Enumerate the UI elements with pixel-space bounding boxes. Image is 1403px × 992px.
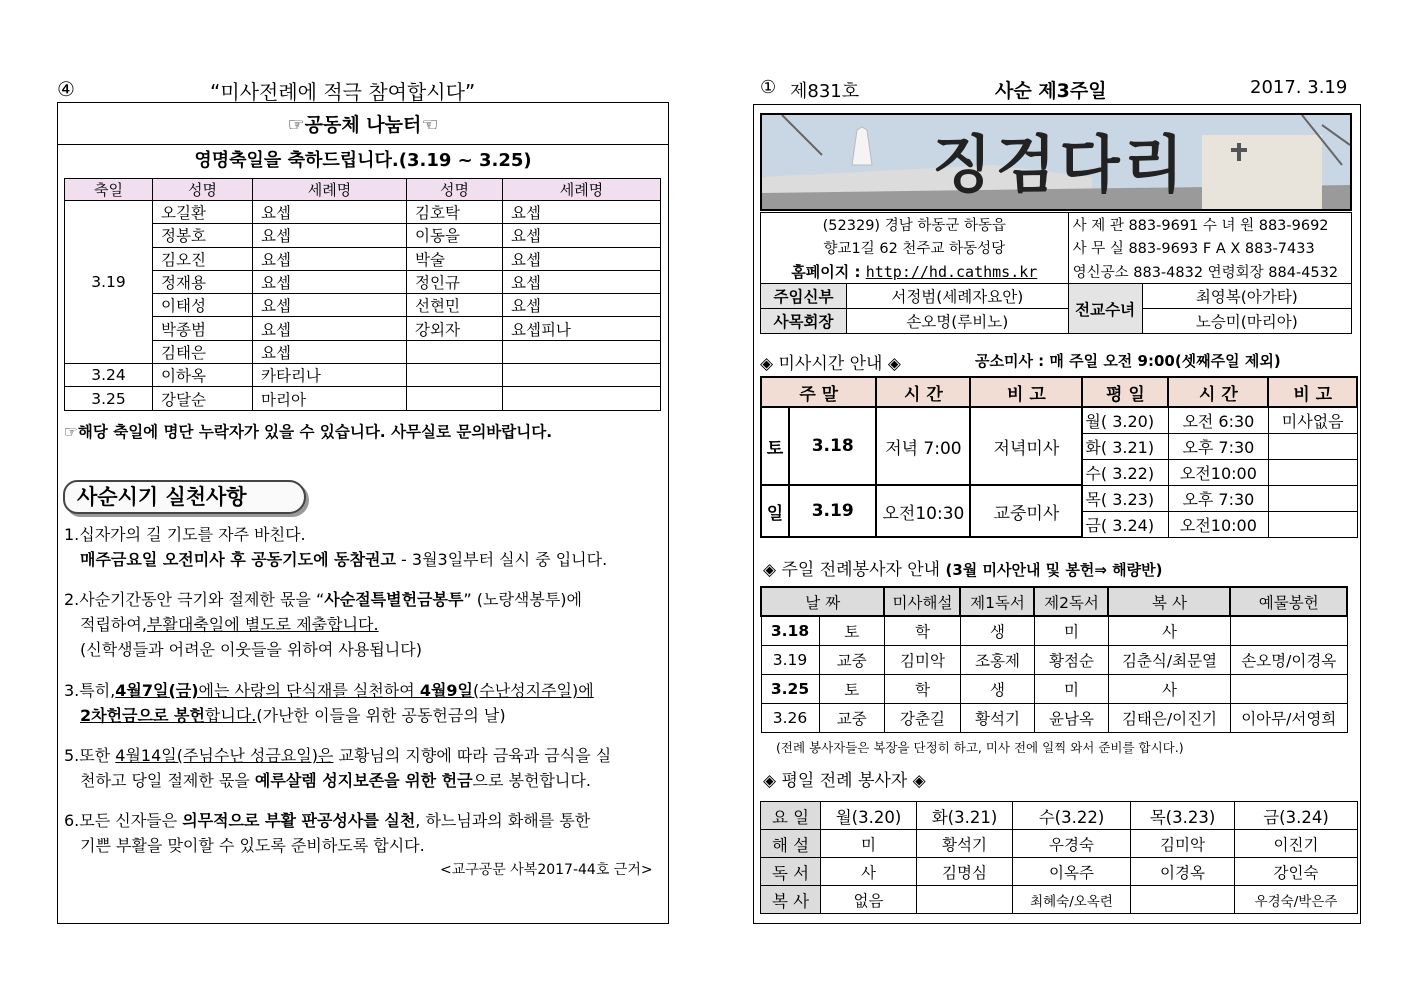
col-header: 복 사	[1108, 587, 1230, 616]
server-cell: 이아무/서영희	[1230, 703, 1347, 732]
baptism-cell: 요셉	[503, 224, 661, 247]
item-5-line-1	[64, 743, 611, 768]
feast-date: 3.25	[65, 387, 153, 410]
church-tower	[1202, 135, 1322, 209]
name-cell: 오길환	[153, 201, 253, 224]
col-header: 성명	[407, 179, 503, 201]
empty-cell	[407, 387, 503, 410]
name-cell: 이태성	[153, 294, 253, 317]
item-text: 교황님의 지향에 따라 금육과 금식을 실	[333, 746, 612, 765]
name-cell: 강달순	[153, 387, 253, 410]
table-row	[761, 674, 1347, 703]
mass-schedule-table	[760, 376, 1358, 538]
server-cell: 김미악	[884, 645, 960, 674]
col-header: 시 간	[1168, 377, 1268, 407]
table-row	[65, 364, 661, 387]
weekday-server: 미	[821, 830, 917, 858]
weekday-server: 이경옥	[1131, 858, 1235, 886]
server-cell: 학	[884, 674, 960, 703]
item-text-underlined: 부활대축일에 별도로 제출합니다.	[146, 615, 379, 634]
name-cell: 선현민	[407, 294, 503, 317]
weekday-note	[1268, 433, 1357, 459]
item-text: 천하고 당일 절제한 몫을	[80, 771, 255, 790]
item-text: 으로 봉헌합니다.	[472, 771, 591, 790]
server-heading-text: ◈ 주일 전례봉사자 안내	[763, 560, 941, 580]
server-type: 교중	[819, 703, 884, 732]
table-header-row	[761, 587, 1347, 616]
feast-date: 3.19	[65, 201, 153, 364]
feast-note: ☞해당 축일에 명단 누락자가 있을 수 있습니다. 사무실로 문의바랍니다.	[64, 423, 553, 441]
sunday-title: 사순 제3주일	[995, 80, 1107, 102]
server-note: (전례 봉사자들은 복장을 단정히 하고, 미사 전에 일찍 와서 준비를 합시다.)	[776, 740, 1184, 755]
server-cell: 강춘길	[884, 703, 960, 732]
server-date: 3.18	[761, 616, 819, 645]
council-label: 사목회장	[761, 309, 847, 334]
col-header: 미사해설	[884, 587, 960, 616]
server-cell: 미	[1034, 674, 1108, 703]
issue-number: 제831호	[790, 81, 860, 102]
baptism-cell: 카타리나	[253, 364, 407, 387]
weekday-time: 오후 7:30	[1168, 485, 1268, 511]
item-2-line-2	[80, 612, 379, 637]
col-header: 성명	[153, 179, 253, 201]
baptism-cell	[503, 340, 661, 363]
item-text-bold: 의무적으로 부활 판공성사를 실천	[182, 811, 416, 830]
empty-cell	[407, 364, 503, 387]
server-cell	[1230, 616, 1347, 645]
item-6-line-2: 기쁜 부활을 맞이할 수 있도록 준비하도록 합시다.	[80, 836, 425, 855]
name-cell: 김태은	[153, 340, 253, 363]
weekday-note: 미사없음	[1268, 407, 1357, 433]
item-text: 3.특히,	[64, 681, 116, 700]
role-label: 독 서	[761, 858, 821, 886]
mass-heading: ◈ 미사시간 안내 ◈	[760, 354, 901, 374]
feast-table	[64, 178, 661, 411]
col-header: 목(3.23)	[1131, 802, 1235, 830]
left-slogan: “미사전례에 적극 참여합시다”	[210, 80, 476, 104]
server-type: 교중	[819, 645, 884, 674]
server-date: 3.25	[761, 674, 819, 703]
practice-title: 사순시기 실천사항	[63, 480, 306, 514]
address-line-2: 향교1길 62 천주교 하동성당	[761, 236, 1069, 260]
col-header: 날 짜	[761, 587, 884, 616]
col-header: 월(3.20)	[821, 802, 917, 830]
name-cell: 정재용	[153, 270, 253, 293]
server-cell: 황점순	[1034, 645, 1108, 674]
baptism-cell: 요셉	[503, 201, 661, 224]
phone-line-3: 영신공소 883-4832 연령회장 884-4532	[1068, 260, 1351, 284]
weekend-date: 3.19	[789, 485, 876, 537]
baptism-cell: 요셉	[253, 340, 407, 363]
sharing-title: ☞공동체 나눔터☜	[287, 114, 439, 136]
item-2-line-1	[64, 587, 582, 612]
weekend-day: 토	[761, 407, 789, 485]
item-text-bold: 4월9일	[419, 681, 473, 700]
col-header: 시 간	[876, 377, 970, 407]
server-cell: 황석기	[960, 703, 1034, 732]
name-cell: 정봉호	[153, 224, 253, 247]
phone-line-2: 사 무 실 883-9693 F A X 883-7433	[1068, 236, 1351, 260]
item-text-bold: 2차헌금으로 봉헌	[80, 706, 205, 725]
table-row	[65, 224, 661, 247]
table-row	[65, 387, 661, 410]
weekday-server: 최혜숙/오옥련	[1013, 886, 1131, 914]
table-row	[65, 201, 661, 224]
table-row	[65, 340, 661, 363]
council-name: 손오명(루비노)	[847, 309, 1069, 334]
server-cell	[1230, 674, 1347, 703]
sister-name-2: 노승미(마리아)	[1142, 309, 1351, 334]
baptism-cell: 요셉	[253, 201, 407, 224]
weekday-note	[1268, 485, 1357, 511]
col-header: 예물봉헌	[1230, 587, 1347, 616]
table-header-row	[761, 802, 1358, 830]
server-type: 토	[819, 616, 884, 645]
pastor-label: 주임신부	[761, 284, 847, 309]
item-6-line-1	[64, 808, 590, 833]
name-cell: 강외자	[407, 317, 503, 340]
weekday-time: 오전10:00	[1168, 511, 1268, 537]
sister-name-1: 최영복(아가타)	[1142, 284, 1351, 309]
homepage-link[interactable]: http://hd.cathms.kr	[865, 262, 1038, 281]
table-row	[65, 270, 661, 293]
baptism-cell: 요셉	[503, 294, 661, 317]
table-row	[65, 247, 661, 270]
col-header: 평 일	[1082, 377, 1168, 407]
weekday-server: 우경숙/박은주	[1235, 886, 1358, 914]
item-text-bold: 사순절특별헌금봉투	[324, 590, 464, 609]
homepage-label: 홈페이지 :	[791, 262, 866, 281]
table-row	[761, 830, 1358, 858]
phone-line-1: 사 제 관 883-9691 수 녀 원 883-9692	[1068, 213, 1351, 236]
server-cell: 조홍제	[960, 645, 1034, 674]
name-cell: 김오진	[153, 247, 253, 270]
table-row	[65, 317, 661, 340]
weekday-servers-heading: ◈ 평일 전례 봉사자 ◈	[763, 771, 926, 791]
item-1-line-2	[80, 547, 607, 572]
server-heading-note: (3월 미사안내 및 봉헌⇒ 해량반)	[945, 561, 1163, 579]
weekday-note	[1268, 511, 1357, 537]
col-header: 주 말	[761, 377, 876, 407]
baptism-cell: 마리아	[253, 387, 407, 410]
server-cell: 사	[1108, 616, 1230, 645]
table-row	[761, 858, 1358, 886]
divider	[58, 144, 668, 145]
cross-bar	[1231, 148, 1247, 152]
col-header: 비 고	[1268, 377, 1357, 407]
item-2-line-3: (신학생들과 어려운 이웃들을 위하여 사용됩니다)	[80, 640, 422, 659]
item-text: 6.모든 신자들은	[64, 811, 183, 830]
server-cell: 손오명/이경옥	[1230, 645, 1347, 674]
baptism-cell: 요셉피나	[503, 317, 661, 340]
empty-cell	[503, 364, 661, 387]
item-text: 적립하여,	[80, 615, 147, 634]
server-heading	[763, 555, 1163, 580]
empty-cell	[503, 387, 661, 410]
name-cell: 김호탁	[407, 201, 503, 224]
weekday-server: 없음	[821, 886, 917, 914]
mission-note: 공소미사 : 매 주일 오전 9:00(셋째주일 제외)	[975, 352, 1281, 370]
table-row	[761, 284, 1352, 309]
table-row	[761, 485, 1357, 511]
banner	[760, 113, 1352, 211]
col-header: 수(3.22)	[1013, 802, 1131, 830]
parish-info-table	[760, 212, 1352, 334]
col-header: 축일	[65, 179, 153, 201]
feast-heading: 영명축일을 축하드립니다.(3.19 ~ 3.25)	[194, 150, 532, 171]
item-text: (수난성지주일)에	[473, 681, 594, 700]
item-5-line-2	[80, 768, 591, 793]
server-date: 3.19	[761, 645, 819, 674]
left-page-number: ④	[57, 77, 75, 101]
item-text: , 하느님과의 화해를 통한	[415, 811, 591, 830]
weekday-server: 이진기	[1235, 830, 1358, 858]
weekend-day: 일	[761, 485, 789, 537]
col-header: 제1독서	[960, 587, 1034, 616]
col-header: 제2독서	[1034, 587, 1108, 616]
server-cell: 생	[960, 674, 1034, 703]
item-text: 2.사순기간동안 극기와 절제한 몫을 “	[64, 590, 325, 609]
item-text-bold: 예루살렘 성지보존을 위한 헌금	[254, 771, 473, 790]
name-cell: 박종범	[153, 317, 253, 340]
server-type: 토	[819, 674, 884, 703]
server-cell: 미	[1034, 616, 1108, 645]
table-header-row	[65, 179, 661, 201]
item-text-bold: 매주금요일 오전미사 후 공동기도에 동참권고	[80, 550, 396, 569]
pastor-name: 서정범(세례자요안)	[847, 284, 1069, 309]
item-text: 5.또한	[64, 746, 116, 765]
homepage	[761, 260, 1069, 284]
weekday-server: 사	[821, 858, 917, 886]
weekend-note: 교중미사	[970, 485, 1082, 537]
weekday-server: 우경숙	[1013, 830, 1131, 858]
item-text-bold: 4월7일(금)	[115, 681, 199, 700]
table-row	[761, 260, 1352, 284]
weekday-server	[1131, 886, 1235, 914]
weekend-time: 오전10:30	[876, 485, 970, 537]
weekday-server	[917, 886, 1013, 914]
name-cell	[407, 340, 503, 363]
weekend-note: 저녁미사	[970, 407, 1082, 485]
weekday-time: 오후 7:30	[1168, 433, 1268, 459]
item-text: 에는 사랑의 단식재를 실천하여	[198, 681, 420, 700]
weekday-server: 강인숙	[1235, 858, 1358, 886]
item-3-line-1	[64, 678, 594, 703]
server-date: 3.26	[761, 703, 819, 732]
sunday-servers-table	[760, 586, 1348, 733]
reference-note: <교구공문 사복2017-44호 근거>	[440, 862, 653, 878]
name-cell: 정인규	[407, 270, 503, 293]
weekday-server: 김명심	[917, 858, 1013, 886]
table-row	[761, 407, 1357, 433]
weekday-time: 오전10:00	[1168, 459, 1268, 485]
item-text: - 3월3일부터 실시 중 입니다.	[395, 550, 608, 569]
col-header: 세례명	[503, 179, 661, 201]
weekday-day: 목( 3.23)	[1082, 485, 1168, 511]
col-header: 비 고	[970, 377, 1082, 407]
baptism-cell: 요셉	[253, 317, 407, 340]
role-label: 복 사	[761, 886, 821, 914]
col-header: 화(3.21)	[917, 802, 1013, 830]
item-text-underlined: 4월14일(주님수난 성금요일)은	[115, 746, 334, 765]
table-row	[761, 309, 1352, 334]
issue-date: 2017. 3.19	[1250, 77, 1348, 98]
weekday-day: 화( 3.21)	[1082, 433, 1168, 459]
item-1-line-1: 1.십자가의 길 기도를 자주 바친다.	[64, 525, 306, 544]
weekday-server: 황석기	[917, 830, 1013, 858]
table-row	[761, 703, 1347, 732]
feast-date: 3.24	[65, 364, 153, 387]
server-cell: 윤남옥	[1034, 703, 1108, 732]
address-line-1: (52329) 경남 하동군 하동읍	[761, 213, 1069, 236]
weekday-day: 월( 3.20)	[1082, 407, 1168, 433]
table-row	[65, 294, 661, 317]
table-row	[761, 213, 1352, 236]
server-cell: 사	[1108, 674, 1230, 703]
item-text-underlined: 합니다.	[204, 706, 257, 725]
col-header: 세례명	[253, 179, 407, 201]
item-3-line-2	[80, 703, 506, 728]
col-header: 금(3.24)	[1235, 802, 1358, 830]
weekend-time: 저녁 7:00	[876, 407, 970, 485]
weekday-server: 이옥주	[1013, 858, 1131, 886]
weekday-day: 금( 3.24)	[1082, 511, 1168, 537]
item-text: (가난한 이들을 위한 공동헌금의 날)	[256, 706, 506, 725]
col-header: 요 일	[761, 802, 821, 830]
table-row	[761, 645, 1347, 674]
right-page-number: ①	[760, 77, 777, 98]
weekday-servers-table	[760, 801, 1358, 914]
baptism-cell: 요셉	[253, 294, 407, 317]
weekday-day: 수( 3.22)	[1082, 459, 1168, 485]
sister-label: 전교수녀	[1068, 284, 1142, 334]
baptism-cell: 요셉	[503, 247, 661, 270]
server-cell: 김춘식/최문열	[1108, 645, 1230, 674]
baptism-cell: 요셉	[253, 247, 407, 270]
baptism-cell: 요셉	[253, 270, 407, 293]
server-cell: 김태은/이진기	[1108, 703, 1230, 732]
baptism-cell: 요셉	[253, 224, 407, 247]
banner-title: 징검다리	[932, 128, 1188, 201]
name-cell: 박술	[407, 247, 503, 270]
item-text: ” (노랑색봉투)에	[463, 590, 583, 609]
server-cell: 학	[884, 616, 960, 645]
role-label: 해 설	[761, 830, 821, 858]
weekday-time: 오전 6:30	[1168, 407, 1268, 433]
name-cell: 이하옥	[153, 364, 253, 387]
weekend-date: 3.18	[789, 407, 876, 485]
table-header-row	[761, 377, 1357, 407]
server-cell: 생	[960, 616, 1034, 645]
baptism-cell: 요셉	[503, 270, 661, 293]
weekday-server: 김미악	[1131, 830, 1235, 858]
name-cell: 이동을	[407, 224, 503, 247]
table-row	[761, 616, 1347, 645]
weekday-note	[1268, 459, 1357, 485]
table-row	[761, 886, 1358, 914]
table-row	[761, 236, 1352, 260]
